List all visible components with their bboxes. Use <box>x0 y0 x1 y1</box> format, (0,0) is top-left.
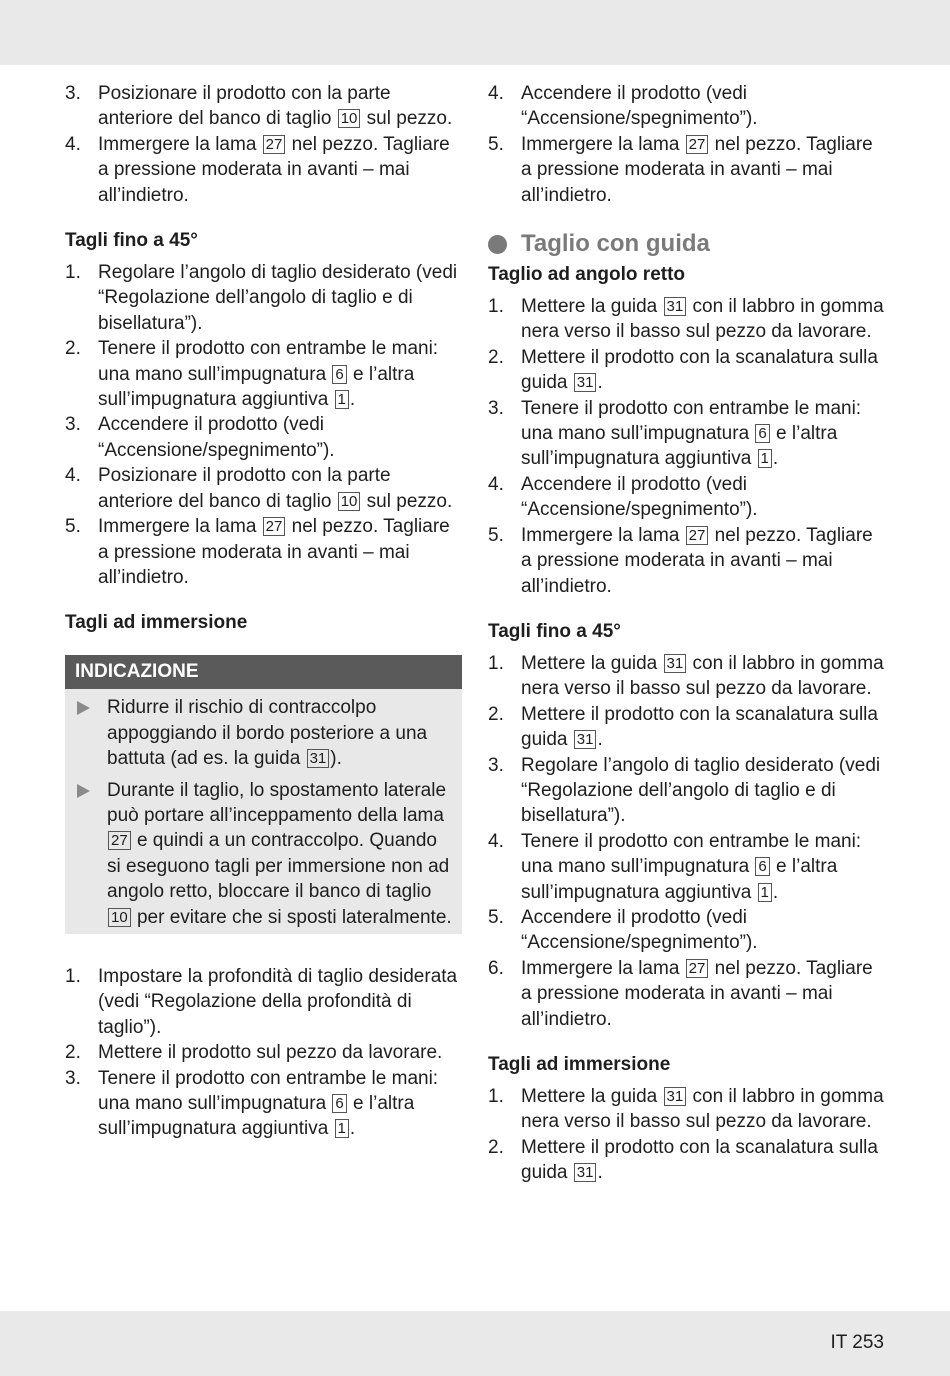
step-text: Tenere il prodotto con entrambe le mani: una mano sull’impugnatura 6 e l’altra sull’impugnatura aggiuntiva 1 . <box>521 397 862 470</box>
step-text: Immergere la lama 27 nel pezzo. Tagliare a pressione moderata in avanti – mai all’indietro. <box>521 957 873 1030</box>
list-item <box>65 964 462 1040</box>
list-item <box>65 1040 462 1065</box>
steps-list-angolo-retto <box>488 294 885 599</box>
part-ref-badge: 31 <box>307 749 330 768</box>
step-number: 3. <box>65 414 81 436</box>
note-title: INDICAZIONE <box>65 655 462 689</box>
part-ref-badge: 6 <box>755 857 769 876</box>
step-number: 4. <box>488 83 504 104</box>
heading-angolo-retto: Taglio ad angolo retto <box>488 264 686 286</box>
steps-list-45 <box>65 260 462 590</box>
step-number: 2. <box>65 338 81 360</box>
step-number: 4. <box>488 830 504 852</box>
part-ref-badge: 31 <box>664 1087 687 1106</box>
step-number: 1. <box>65 262 81 284</box>
note-item <box>65 772 462 930</box>
list-item <box>65 336 462 412</box>
step-number: 3. <box>65 1067 81 1089</box>
step-text: Accendere il prodotto (vedi “Accensione/spegnimento”). <box>521 473 758 521</box>
part-ref-badge: 6 <box>332 365 346 384</box>
step-text: Posizionare il prodotto con la parte anteriore del banco di taglio 10 sul pezzo. <box>98 465 453 512</box>
list-item <box>488 81 885 132</box>
list-item <box>65 1066 462 1142</box>
step-number: 5. <box>488 133 504 155</box>
steps-list-continued <box>65 81 462 208</box>
list-item <box>65 260 462 336</box>
list-item <box>488 132 885 208</box>
part-ref-badge: 6 <box>332 1094 346 1113</box>
heading-tagli-45: Tagli fino a 45° <box>65 230 198 252</box>
step-number: 2. <box>488 346 504 368</box>
step-number: 2. <box>65 1042 81 1064</box>
step-number: 3. <box>488 754 504 776</box>
list-item <box>488 523 885 599</box>
step-text: Accendere il prodotto (vedi “Accensione/spegnimento”). <box>98 414 335 461</box>
step-number: 2. <box>488 1136 504 1158</box>
heading-tagli-immersione-right: Tagli ad immersione <box>488 1054 671 1075</box>
list-item <box>488 1135 885 1186</box>
heading-tagli-45-right: Tagli fino a 45° <box>488 620 621 642</box>
step-text: Regolare l’angolo di taglio desiderato (vedi “Regolazione dell’angolo di taglio e di bisellatura”). <box>98 262 458 334</box>
step-number: 1. <box>65 965 81 987</box>
step-text: Immergere la lama 27 nel pezzo. Tagliare a pressione moderata in avanti – mai all’indietro. <box>521 133 873 206</box>
list-item <box>65 81 462 132</box>
part-ref-badge: 10 <box>338 492 361 511</box>
note-text: Durante il taglio, lo spostamento laterale può portare all’inceppamento della lama 27 e quindi a un contraccolpo. Quando si eseguono tagli per immersione non ad angolo retto, bloccare il banco di taglio 10 per evitare che si sposti lateralmente. <box>107 779 452 928</box>
part-ref-badge: 31 <box>664 654 687 673</box>
step-number: 2. <box>488 703 504 725</box>
section-bullet-icon <box>488 235 507 254</box>
part-ref-badge: 1 <box>335 1119 349 1138</box>
step-text: Posizionare il prodotto con la parte anteriore del banco di taglio 10 sul pezzo. <box>98 83 453 130</box>
part-ref-badge: 10 <box>338 109 361 128</box>
list-item <box>488 905 885 956</box>
list-item <box>488 396 885 472</box>
list-item <box>488 294 885 345</box>
part-ref-badge: 1 <box>335 390 349 409</box>
part-ref-badge: 27 <box>108 831 131 850</box>
list-item <box>488 345 885 396</box>
step-text: Immergere la lama 27 nel pezzo. Tagliare a pressione moderata in avanti – mai all’indietro. <box>98 133 450 206</box>
section-title <box>488 228 885 260</box>
step-number: 4. <box>65 133 81 155</box>
part-ref-badge: 27 <box>263 135 286 154</box>
list-item <box>488 702 885 753</box>
steps-list-immersione <box>65 964 462 1142</box>
heading-tagli-immersione: Tagli ad immersione <box>65 612 248 634</box>
part-ref-badge: 1 <box>758 449 772 468</box>
steps-list-45-right <box>488 651 885 1032</box>
step-number: 5. <box>488 906 504 928</box>
step-text: Immergere la lama 27 nel pezzo. Tagliare a pressione moderata in avanti – mai all’indietro. <box>98 516 450 588</box>
list-item <box>65 412 462 463</box>
part-ref-badge: 10 <box>108 908 131 927</box>
list-item <box>488 472 885 523</box>
step-text: Tenere il prodotto con entrambe le mani: una mano sull’impugnatura 6 e l’altra sull’impugnatura aggiuntiva 1 . <box>98 338 439 411</box>
note-box <box>65 655 462 934</box>
part-ref-badge: 1 <box>758 883 772 902</box>
step-number: 1. <box>488 1086 504 1107</box>
step-number: 3. <box>488 397 504 419</box>
part-ref-badge: 27 <box>686 526 709 545</box>
step-text: Mettere la guida 31 con il labbro in gomma nera verso il basso sul pezzo da lavorare. <box>521 1086 884 1133</box>
step-text: Accendere il prodotto (vedi “Accensione/spegnimento”). <box>521 83 758 130</box>
step-text: Mettere il prodotto con la scanalatura sulla guida 31 . <box>521 346 878 394</box>
step-number: 1. <box>488 652 504 674</box>
list-item <box>488 651 885 702</box>
step-text: Mettere la guida 31 con il labbro in gomma nera verso il basso sul pezzo da lavorare. <box>521 296 884 343</box>
part-ref-badge: 27 <box>686 959 709 978</box>
triangle-bullet-icon <box>77 784 90 798</box>
note-text: Ridurre il rischio di contraccolpo appoggiando il bordo posteriore a una battuta (ad es. la guida 31 ). <box>107 697 428 770</box>
part-ref-badge: 31 <box>574 1163 597 1182</box>
step-number: 1. <box>488 296 504 318</box>
step-text: Regolare l’angolo di taglio desiderato (vedi “Regolazione dell’angolo di taglio e di bisellatura”). <box>521 754 881 827</box>
step-text: Mettere il prodotto con la scanalatura sulla guida 31 . <box>521 1136 878 1184</box>
left-column <box>65 81 462 1142</box>
step-text: Tenere il prodotto con entrambe le mani: una mano sull’impugnatura 6 e l’altra sull’impugnatura aggiuntiva 1 . <box>98 1067 439 1140</box>
list-item <box>488 753 885 829</box>
step-text: Mettere il prodotto con la scanalatura sulla guida 31 . <box>521 703 878 751</box>
steps-list-continued-right <box>488 81 885 208</box>
list-item <box>65 514 462 590</box>
list-item <box>65 132 462 208</box>
step-number: 5. <box>488 524 504 546</box>
list-item <box>488 829 885 905</box>
step-number: 4. <box>488 473 504 495</box>
header-band <box>0 0 950 65</box>
list-item <box>65 463 462 514</box>
steps-list-immersione-right <box>488 1084 885 1186</box>
list-item <box>488 1084 885 1135</box>
page-number: IT 253 <box>830 1332 884 1353</box>
part-ref-badge: 31 <box>664 297 687 316</box>
step-text: Accendere il prodotto (vedi “Accensione/spegnimento”). <box>521 906 758 954</box>
part-ref-badge: 31 <box>574 730 597 749</box>
list-item <box>488 956 885 1032</box>
part-ref-badge: 27 <box>686 135 709 154</box>
step-number: 6. <box>488 957 504 979</box>
step-text: Impostare la profondità di taglio desiderata (vedi “Regolazione della profondità di taglio”). <box>98 965 458 1038</box>
step-number: 4. <box>65 465 81 487</box>
step-number: 3. <box>65 83 81 104</box>
step-text: Tenere il prodotto con entrambe le mani: una mano sull’impugnatura 6 e l’altra sull’impugnatura aggiuntiva 1 . <box>521 830 862 903</box>
note-item <box>65 689 462 771</box>
right-column <box>488 81 885 1186</box>
part-ref-badge: 27 <box>263 517 286 536</box>
triangle-bullet-icon <box>77 701 90 715</box>
step-text: Immergere la lama 27 nel pezzo. Tagliare a pressione moderata in avanti – mai all’indietro. <box>521 524 873 597</box>
step-number: 5. <box>65 516 81 538</box>
part-ref-badge: 31 <box>574 373 597 392</box>
part-ref-badge: 6 <box>755 424 769 443</box>
footer-band <box>0 1311 950 1376</box>
note-items <box>65 689 462 934</box>
step-text: Mettere il prodotto sul pezzo da lavorare. <box>98 1042 443 1064</box>
section-title-text: Taglio con guida <box>521 230 710 258</box>
step-text: Mettere la guida 31 con il labbro in gomma nera verso il basso sul pezzo da lavorare. <box>521 652 884 700</box>
